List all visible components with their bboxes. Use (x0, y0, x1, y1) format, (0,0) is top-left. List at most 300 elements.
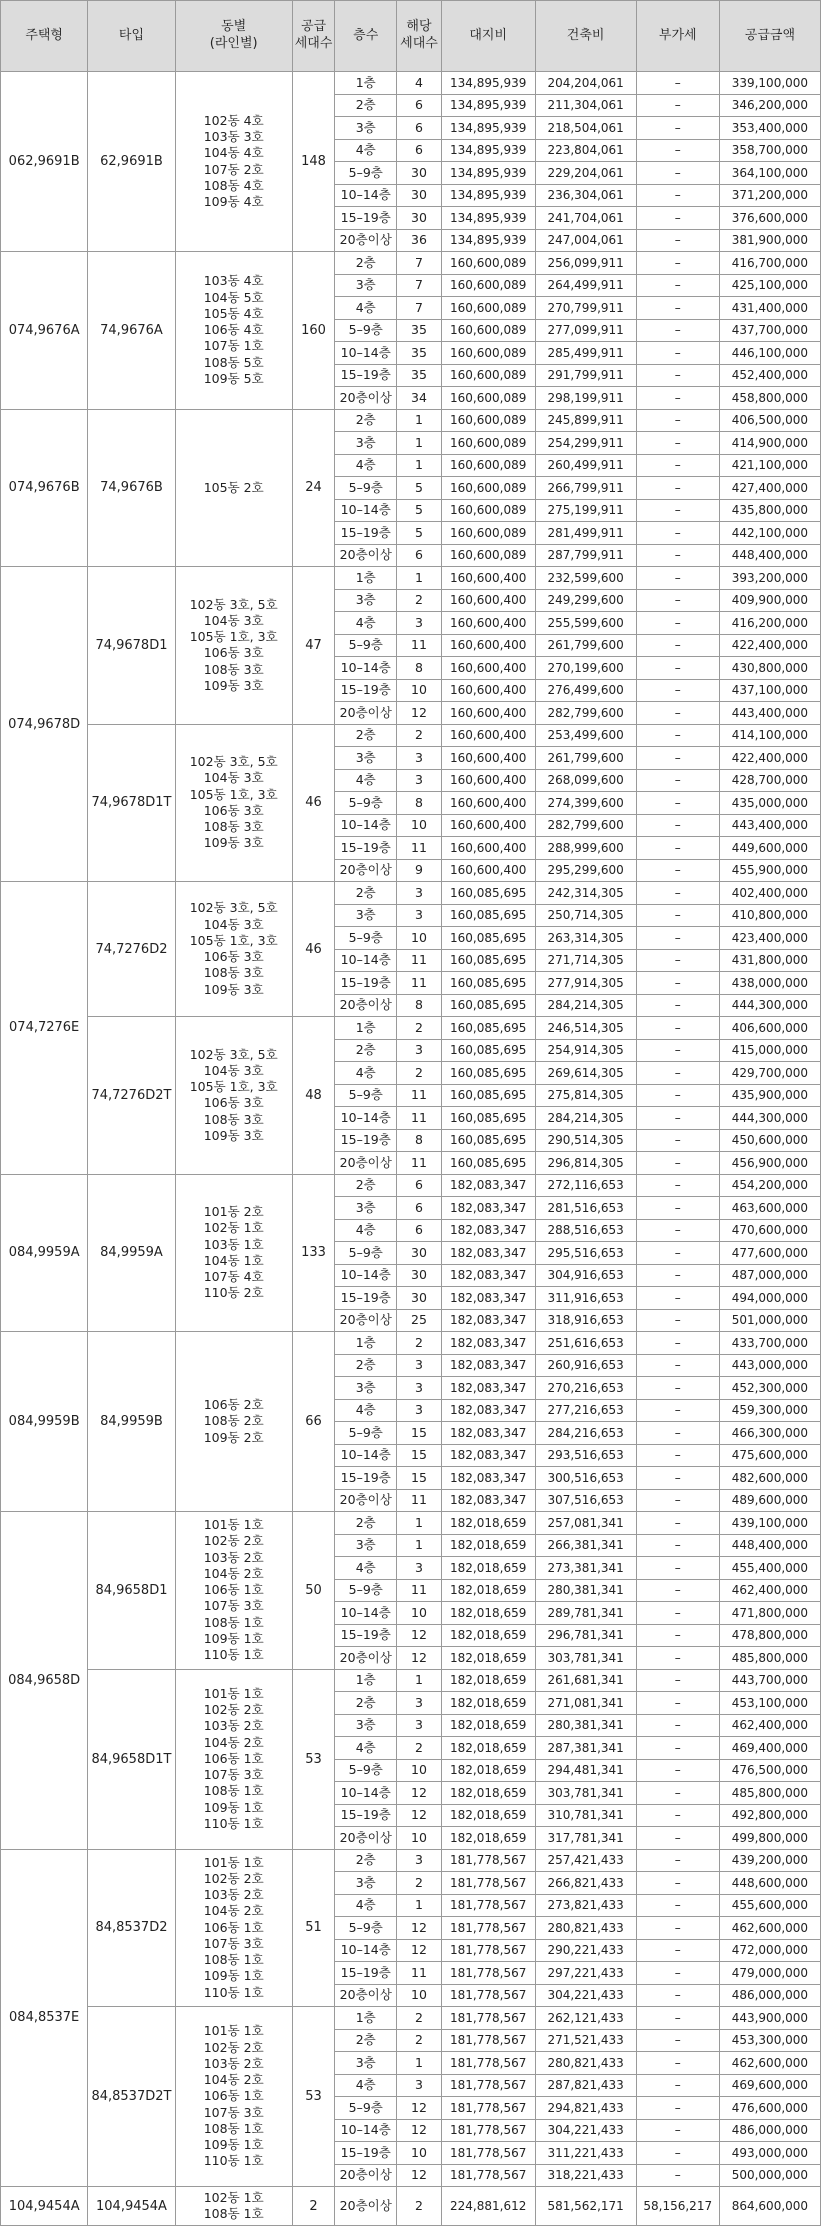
supply-units-cell: 50 (292, 1512, 335, 1670)
supply-price-cell: 409,900,000 (719, 589, 820, 612)
units-cell: 3 (397, 1354, 442, 1377)
table-row (1, 1669, 821, 1692)
table-row (1, 1849, 821, 1872)
units-cell: 11 (397, 949, 442, 972)
land-cost-cell: 160,085,695 (441, 1084, 535, 1107)
land-cost-cell: 181,778,567 (441, 2074, 535, 2097)
land-cost-cell: 160,600,400 (441, 814, 535, 837)
vat-cell: – (636, 342, 719, 365)
units-cell: 12 (397, 2164, 442, 2187)
units-cell: 11 (397, 1107, 442, 1130)
land-cost-cell: 160,600,089 (441, 252, 535, 275)
building-cost-cell: 294,821,433 (535, 2097, 636, 2120)
table-row (1, 882, 821, 905)
vat-cell: – (636, 612, 719, 635)
floor-cell: 1층 (335, 1332, 397, 1355)
units-cell: 10 (397, 679, 442, 702)
land-cost-cell: 181,778,567 (441, 2029, 535, 2052)
land-cost-cell: 134,895,939 (441, 162, 535, 185)
units-cell: 35 (397, 342, 442, 365)
land-cost-cell: 160,085,695 (441, 1152, 535, 1175)
units-cell: 2 (397, 2187, 442, 2226)
header-building-cost: 건축비 (535, 1, 636, 72)
supply-price-cell: 433,700,000 (719, 1332, 820, 1355)
type-cell: 74,9676A (88, 252, 175, 410)
table-row (1, 409, 821, 432)
dong-line-cell: 102동 3호, 5호 104동 3호 105동 1호, 3호 106동 3호 108동 3호 109동 3호 (175, 724, 292, 882)
dong-line-cell: 103동 4호 104동 5호 105동 4호 106동 4호 107동 1호 108동 5호 109동 5호 (175, 252, 292, 410)
supply-price-cell: 469,600,000 (719, 2074, 820, 2097)
supply-price-cell: 471,800,000 (719, 1602, 820, 1625)
supply-price-cell: 416,200,000 (719, 612, 820, 635)
land-cost-cell: 182,083,347 (441, 1444, 535, 1467)
vat-cell: – (636, 162, 719, 185)
floor-cell: 20층이상 (335, 702, 397, 725)
floor-cell: 2층 (335, 2029, 397, 2052)
building-cost-cell: 247,004,061 (535, 229, 636, 252)
vat-cell: – (636, 567, 719, 590)
floor-cell: 4층 (335, 1737, 397, 1760)
units-cell: 34 (397, 387, 442, 410)
vat-cell: – (636, 252, 719, 275)
supply-price-cell: 452,300,000 (719, 1377, 820, 1400)
units-cell: 10 (397, 1984, 442, 2007)
land-cost-cell: 182,018,659 (441, 1669, 535, 1692)
units-cell: 30 (397, 1264, 442, 1287)
vat-cell: – (636, 1782, 719, 1805)
units-cell: 3 (397, 882, 442, 905)
building-cost-cell: 300,516,653 (535, 1467, 636, 1490)
units-cell: 10 (397, 1827, 442, 1850)
land-cost-cell: 182,018,659 (441, 1602, 535, 1625)
floor-cell: 10–14층 (335, 1264, 397, 1287)
floor-cell: 2층 (335, 1849, 397, 1872)
land-cost-cell: 160,600,089 (441, 409, 535, 432)
vat-cell: – (636, 1624, 719, 1647)
units-cell: 2 (397, 589, 442, 612)
vat-cell: – (636, 882, 719, 905)
floor-cell: 10–14층 (335, 949, 397, 972)
dong-line-cell: 101동 1호 102동 2호 103동 2호 104동 2호 106동 1호 107동 3호 108동 1호 109동 1호 110동 1호 (175, 2007, 292, 2187)
units-cell: 2 (397, 724, 442, 747)
type-cell: 84,9658D1 (88, 1512, 175, 1670)
supply-price-cell: 478,800,000 (719, 1624, 820, 1647)
land-cost-cell: 182,018,659 (441, 1534, 535, 1557)
floor-cell: 2층 (335, 724, 397, 747)
supply-price-cell: 479,000,000 (719, 1962, 820, 1985)
supply-price-cell: 486,000,000 (719, 2119, 820, 2142)
land-cost-cell: 160,600,089 (441, 297, 535, 320)
units-cell: 1 (397, 1894, 442, 1917)
land-cost-cell: 182,083,347 (441, 1197, 535, 1220)
units-cell: 7 (397, 274, 442, 297)
supply-price-cell: 475,600,000 (719, 1444, 820, 1467)
building-cost-cell: 269,614,305 (535, 1062, 636, 1085)
type-cell: 84,8537D2T (88, 2007, 175, 2187)
units-cell: 25 (397, 1309, 442, 1332)
building-cost-cell: 294,481,341 (535, 1759, 636, 1782)
units-cell: 12 (397, 1647, 442, 1670)
vat-cell: – (636, 927, 719, 950)
floor-cell: 20층이상 (335, 2187, 397, 2226)
land-cost-cell: 160,600,400 (441, 589, 535, 612)
vat-cell: – (636, 2119, 719, 2142)
supply-price-cell: 443,900,000 (719, 2007, 820, 2030)
vat-cell: – (636, 454, 719, 477)
floor-cell: 5–9층 (335, 927, 397, 950)
supply-price-cell: 450,600,000 (719, 1129, 820, 1152)
vat-cell: – (636, 949, 719, 972)
floor-cell: 20층이상 (335, 1984, 397, 2007)
units-cell: 8 (397, 1129, 442, 1152)
land-cost-cell: 181,778,567 (441, 1917, 535, 1940)
supply-price-cell: 444,300,000 (719, 1107, 820, 1130)
supply-price-cell: 429,700,000 (719, 1062, 820, 1085)
floor-cell: 15–19층 (335, 522, 397, 545)
land-cost-cell: 182,018,659 (441, 1804, 535, 1827)
building-cost-cell: 204,204,061 (535, 72, 636, 95)
type-cell: 74,7276D2 (88, 882, 175, 1017)
supply-price-cell: 442,100,000 (719, 522, 820, 545)
land-cost-cell: 182,018,659 (441, 1512, 535, 1535)
units-cell: 6 (397, 1219, 442, 1242)
floor-cell: 4층 (335, 612, 397, 635)
building-cost-cell: 261,799,600 (535, 634, 636, 657)
floor-cell: 20층이상 (335, 387, 397, 410)
units-cell: 3 (397, 612, 442, 635)
type-cell: 84,9959A (88, 1174, 175, 1332)
units-cell: 3 (397, 769, 442, 792)
units-cell: 6 (397, 1174, 442, 1197)
supply-price-cell: 501,000,000 (719, 1309, 820, 1332)
vat-cell: – (636, 859, 719, 882)
supply-price-cell: 463,600,000 (719, 1197, 820, 1220)
supply-price-cell: 423,400,000 (719, 927, 820, 950)
vat-cell: – (636, 1669, 719, 1692)
supply-price-cell: 472,000,000 (719, 1939, 820, 1962)
units-cell: 15 (397, 1422, 442, 1445)
vat-cell: – (636, 477, 719, 500)
units-cell: 3 (397, 1849, 442, 1872)
supply-price-cell: 435,800,000 (719, 499, 820, 522)
building-cost-cell: 284,216,653 (535, 1422, 636, 1445)
land-cost-cell: 181,778,567 (441, 1962, 535, 1985)
vat-cell: – (636, 207, 719, 230)
land-cost-cell: 134,895,939 (441, 207, 535, 230)
floor-cell: 15–19층 (335, 972, 397, 995)
supply-price-cell: 466,300,000 (719, 1422, 820, 1445)
floor-cell: 4층 (335, 1399, 397, 1422)
dong-line-cell: 102동 3호, 5호 104동 3호 105동 1호, 3호 106동 3호 108동 3호 109동 3호 (175, 567, 292, 725)
floor-cell: 3층 (335, 904, 397, 927)
dong-line-cell: 102동 3호, 5호 104동 3호 105동 1호, 3호 106동 3호 108동 3호 109동 3호 (175, 1017, 292, 1175)
table-row (1, 2007, 821, 2030)
supply-price-cell: 448,400,000 (719, 544, 820, 567)
floor-cell: 15–19층 (335, 679, 397, 702)
units-cell: 2 (397, 2029, 442, 2052)
vat-cell: – (636, 657, 719, 680)
floor-cell: 15–19층 (335, 1467, 397, 1490)
units-cell: 7 (397, 252, 442, 275)
type-cell: 74,9676B (88, 409, 175, 567)
building-cost-cell: 271,521,433 (535, 2029, 636, 2052)
vat-cell: – (636, 274, 719, 297)
land-cost-cell: 182,083,347 (441, 1354, 535, 1377)
supply-units-cell: 24 (292, 409, 335, 567)
units-cell: 3 (397, 1557, 442, 1580)
building-cost-cell: 304,916,653 (535, 1264, 636, 1287)
supply-price-cell: 446,100,000 (719, 342, 820, 365)
table-row (1, 567, 821, 590)
land-cost-cell: 182,083,347 (441, 1332, 535, 1355)
land-cost-cell: 160,600,400 (441, 702, 535, 725)
table-row (1, 724, 821, 747)
supply-price-cell: 402,400,000 (719, 882, 820, 905)
units-cell: 11 (397, 837, 442, 860)
land-cost-cell: 181,778,567 (441, 2007, 535, 2030)
table-row (1, 1017, 821, 1040)
building-cost-cell: 274,399,600 (535, 792, 636, 815)
units-cell: 1 (397, 1512, 442, 1535)
vat-cell: – (636, 2029, 719, 2052)
units-cell: 12 (397, 702, 442, 725)
land-cost-cell: 182,018,659 (441, 1782, 535, 1805)
building-cost-cell: 268,099,600 (535, 769, 636, 792)
vat-cell: – (636, 297, 719, 320)
units-cell: 12 (397, 1804, 442, 1827)
supply-price-cell: 492,800,000 (719, 1804, 820, 1827)
floor-cell: 10–14층 (335, 1107, 397, 1130)
supply-units-cell: 46 (292, 882, 335, 1017)
floor-cell: 3층 (335, 1714, 397, 1737)
vat-cell: – (636, 814, 719, 837)
units-cell: 8 (397, 994, 442, 1017)
land-cost-cell: 181,778,567 (441, 2097, 535, 2120)
vat-cell: – (636, 139, 719, 162)
housing-type-cell: 084,8537E (1, 1849, 88, 2187)
building-cost-cell: 266,381,341 (535, 1534, 636, 1557)
units-cell: 30 (397, 207, 442, 230)
building-cost-cell: 303,781,341 (535, 1782, 636, 1805)
supply-price-cell: 454,200,000 (719, 1174, 820, 1197)
building-cost-cell: 284,214,305 (535, 1107, 636, 1130)
land-cost-cell: 160,600,089 (441, 432, 535, 455)
units-cell: 8 (397, 657, 442, 680)
building-cost-cell: 251,616,653 (535, 1332, 636, 1355)
units-cell: 3 (397, 1714, 442, 1737)
units-cell: 1 (397, 454, 442, 477)
supply-price-cell: 462,600,000 (719, 2052, 820, 2075)
vat-cell: – (636, 2074, 719, 2097)
supply-price-cell: 410,800,000 (719, 904, 820, 927)
floor-cell: 10–14층 (335, 814, 397, 837)
building-cost-cell: 311,916,653 (535, 1287, 636, 1310)
building-cost-cell: 291,799,911 (535, 364, 636, 387)
units-cell: 11 (397, 1152, 442, 1175)
land-cost-cell: 160,600,400 (441, 724, 535, 747)
supply-price-cell: 500,000,000 (719, 2164, 820, 2187)
building-cost-cell: 277,099,911 (535, 319, 636, 342)
supply-units-cell: 46 (292, 724, 335, 882)
land-cost-cell: 182,083,347 (441, 1399, 535, 1422)
floor-cell: 3층 (335, 589, 397, 612)
building-cost-cell: 257,421,433 (535, 1849, 636, 1872)
land-cost-cell: 160,085,695 (441, 927, 535, 950)
land-cost-cell: 160,600,400 (441, 747, 535, 770)
land-cost-cell: 181,778,567 (441, 1894, 535, 1917)
building-cost-cell: 272,116,653 (535, 1174, 636, 1197)
vat-cell: – (636, 1332, 719, 1355)
supply-units-cell: 53 (292, 2007, 335, 2187)
supply-price-cell: 449,600,000 (719, 837, 820, 860)
vat-cell: – (636, 229, 719, 252)
land-cost-cell: 182,083,347 (441, 1264, 535, 1287)
header-units: 해당 세대수 (397, 1, 442, 72)
supply-price-cell: 358,700,000 (719, 139, 820, 162)
floor-cell: 15–19층 (335, 1624, 397, 1647)
header-supply-units: 공급 세대수 (292, 1, 335, 72)
building-cost-cell: 282,799,600 (535, 702, 636, 725)
floor-cell: 4층 (335, 769, 397, 792)
floor-cell: 10–14층 (335, 657, 397, 680)
building-cost-cell: 264,499,911 (535, 274, 636, 297)
vat-cell: – (636, 387, 719, 410)
header-land-cost: 대지비 (441, 1, 535, 72)
vat-cell: – (636, 792, 719, 815)
vat-cell: – (636, 1647, 719, 1670)
supply-units-cell: 47 (292, 567, 335, 725)
supply-price-cell: 376,600,000 (719, 207, 820, 230)
dong-line-cell: 102동 4호 103동 3호 104동 4호 107동 2호 108동 4호 109동 4호 (175, 72, 292, 252)
floor-cell: 4층 (335, 139, 397, 162)
land-cost-cell: 160,600,089 (441, 342, 535, 365)
supply-price-cell: 443,700,000 (719, 1669, 820, 1692)
units-cell: 10 (397, 814, 442, 837)
units-cell: 30 (397, 1287, 442, 1310)
units-cell: 11 (397, 1489, 442, 1512)
supply-price-cell: 456,900,000 (719, 1152, 820, 1175)
units-cell: 6 (397, 94, 442, 117)
vat-cell: – (636, 1197, 719, 1220)
building-cost-cell: 304,221,433 (535, 2119, 636, 2142)
vat-cell: – (636, 1512, 719, 1535)
vat-cell: – (636, 1467, 719, 1490)
building-cost-cell: 280,381,341 (535, 1714, 636, 1737)
land-cost-cell: 182,018,659 (441, 1827, 535, 1850)
floor-cell: 10–14층 (335, 2119, 397, 2142)
building-cost-cell: 287,821,433 (535, 2074, 636, 2097)
land-cost-cell: 160,600,089 (441, 522, 535, 545)
land-cost-cell: 160,600,089 (441, 364, 535, 387)
floor-cell: 1층 (335, 1017, 397, 1040)
vat-cell: – (636, 1287, 719, 1310)
supply-price-cell: 437,700,000 (719, 319, 820, 342)
building-cost-cell: 270,216,653 (535, 1377, 636, 1400)
vat-cell: – (636, 1917, 719, 1940)
land-cost-cell: 181,778,567 (441, 1939, 535, 1962)
units-cell: 11 (397, 1962, 442, 1985)
supply-price-cell: 476,600,000 (719, 2097, 820, 2120)
supply-price-cell: 455,400,000 (719, 1557, 820, 1580)
units-cell: 15 (397, 1467, 442, 1490)
vat-cell: – (636, 1084, 719, 1107)
supply-price-cell: 364,100,000 (719, 162, 820, 185)
land-cost-cell: 160,600,089 (441, 274, 535, 297)
building-cost-cell: 298,199,911 (535, 387, 636, 410)
units-cell: 30 (397, 1242, 442, 1265)
header-type: 타입 (88, 1, 175, 72)
units-cell: 2 (397, 1737, 442, 1760)
floor-cell: 10–14층 (335, 499, 397, 522)
units-cell: 35 (397, 364, 442, 387)
housing-type-cell: 074,9678D (1, 567, 88, 882)
vat-cell: – (636, 1422, 719, 1445)
building-cost-cell: 282,799,600 (535, 814, 636, 837)
supply-price-cell: 422,400,000 (719, 634, 820, 657)
land-cost-cell: 160,085,695 (441, 1107, 535, 1130)
floor-cell: 4층 (335, 454, 397, 477)
housing-type-cell: 084,9959A (1, 1174, 88, 1332)
supply-price-cell: 416,700,000 (719, 252, 820, 275)
building-cost-cell: 245,899,911 (535, 409, 636, 432)
land-cost-cell: 160,600,400 (441, 769, 535, 792)
units-cell: 3 (397, 1377, 442, 1400)
supply-price-cell: 339,100,000 (719, 72, 820, 95)
floor-cell: 5–9층 (335, 319, 397, 342)
land-cost-cell: 182,083,347 (441, 1309, 535, 1332)
units-cell: 12 (397, 1917, 442, 1940)
supply-units-cell: 48 (292, 1017, 335, 1175)
building-cost-cell: 255,599,600 (535, 612, 636, 635)
building-cost-cell: 254,914,305 (535, 1039, 636, 1062)
units-cell: 1 (397, 2052, 442, 2075)
land-cost-cell: 182,018,659 (441, 1759, 535, 1782)
floor-cell: 3층 (335, 1872, 397, 1895)
building-cost-cell: 317,781,341 (535, 1827, 636, 1850)
building-cost-cell: 277,216,653 (535, 1399, 636, 1422)
units-cell: 2 (397, 1017, 442, 1040)
supply-price-cell: 494,000,000 (719, 1287, 820, 1310)
supply-price-cell: 462,400,000 (719, 1579, 820, 1602)
land-cost-cell: 182,083,347 (441, 1489, 535, 1512)
floor-cell: 5–9층 (335, 162, 397, 185)
land-cost-cell: 182,083,347 (441, 1242, 535, 1265)
supply-price-cell: 469,400,000 (719, 1737, 820, 1760)
land-cost-cell: 160,600,089 (441, 454, 535, 477)
floor-cell: 5–9층 (335, 1422, 397, 1445)
floor-cell: 10–14층 (335, 342, 397, 365)
land-cost-cell: 182,018,659 (441, 1579, 535, 1602)
building-cost-cell: 287,381,341 (535, 1737, 636, 1760)
building-cost-cell: 287,799,911 (535, 544, 636, 567)
units-cell: 12 (397, 1782, 442, 1805)
building-cost-cell: 241,704,061 (535, 207, 636, 230)
land-cost-cell: 160,085,695 (441, 1129, 535, 1152)
land-cost-cell: 134,895,939 (441, 117, 535, 140)
land-cost-cell: 181,778,567 (441, 1984, 535, 2007)
land-cost-cell: 160,085,695 (441, 1039, 535, 1062)
land-cost-cell: 160,085,695 (441, 972, 535, 995)
floor-cell: 15–19층 (335, 1962, 397, 1985)
type-cell: 84,9959B (88, 1332, 175, 1512)
units-cell: 12 (397, 1939, 442, 1962)
supply-price-cell: 443,400,000 (719, 702, 820, 725)
building-cost-cell: 266,799,911 (535, 477, 636, 500)
type-cell: 74,7276D2T (88, 1017, 175, 1175)
units-cell: 1 (397, 409, 442, 432)
floor-cell: 5–9층 (335, 1242, 397, 1265)
supply-price-cell: 476,500,000 (719, 1759, 820, 1782)
